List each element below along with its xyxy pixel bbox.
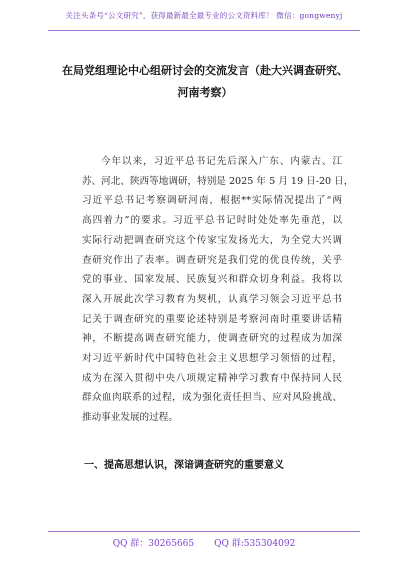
footer (0, 536, 408, 549)
intro-paragraph (82, 152, 354, 428)
paragraph-line: 今年以来，习近平总书记先后深入广东、内蒙古、江 (101, 156, 342, 167)
paragraph-line: 对习近平新时代中国特色社会主义思想学习领悟的过程， (82, 353, 342, 365)
paragraph-line: 推动事业发展的过程。 (82, 412, 178, 424)
paragraph-line: 实际行动把调查研究这个传家宝发扬光大，为全党大兴调 (82, 234, 342, 246)
section-heading: 一、提高思想认识，深谙调查研究的重要意义 (84, 460, 284, 471)
paragraph-line: 查研究作出了表率。调查研究是我们党的优良传统，关乎 (82, 254, 342, 266)
footer-qq-group-2: QQ 群:535304092 (214, 539, 296, 549)
header-banner: 关注头条号“公文研究”，获得最新最全最专业的公文资料库！ 微信：gongwenyj (65, 11, 343, 20)
paragraph-line: 深入开展此次学习教育为契机，认真学习领会习近平总书 (82, 293, 342, 305)
paragraph-line: 群众血肉联系的过程，成为强化责任担当、应对风险挑战、 (82, 392, 342, 404)
document-title-line-2: 河南考察） (177, 86, 233, 99)
paragraph-line: 高四着力”的要求。习近平总书记时时处处率先垂范，以 (82, 215, 342, 227)
paragraph-line: 记关于调查研究的重要论述特别是考察河南时重要讲话精 (82, 313, 342, 325)
paragraph-line: 习近平总书记考察调研河南，根据**实际情况提出了“两 (82, 195, 342, 207)
paragraph-line: 苏、河北、陕西等地调研，特别是 2025 年 5 月 19 日-20 日， (82, 175, 354, 187)
header-divider (48, 30, 360, 31)
paragraph-line: 党的事业、国家发展、民族复兴和群众切身利益。我将以 (82, 274, 342, 286)
paragraph-line: 成为在深入贯彻中央八项规定精神学习教育中保持同人民 (82, 372, 342, 384)
footer-divider (48, 531, 360, 532)
document-title-line-1: 在局党组理论中心组研讨会的交流发言（赴大兴调查研究、 (62, 64, 348, 77)
footer-qq-group-1: QQ 群：30265665 (112, 539, 195, 549)
paragraph-line: 神，不断提高调查研究能力，使调查研究的过程成为加深 (82, 333, 342, 345)
document-title (60, 60, 350, 104)
